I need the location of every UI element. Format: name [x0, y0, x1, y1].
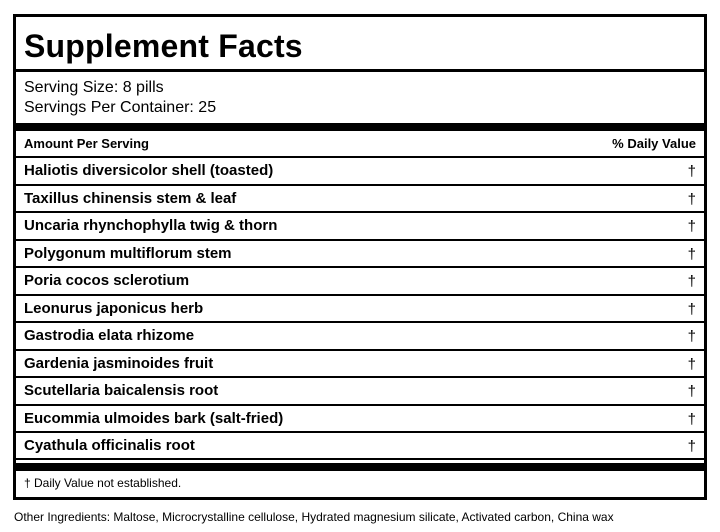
ingredient-dv: †	[687, 300, 696, 318]
ingredient-dv: †	[687, 410, 696, 428]
ingredient-row	[16, 321, 704, 349]
ingredient-row	[16, 376, 704, 404]
ingredient-name: Polygonum multiflorum stem	[24, 244, 232, 262]
ingredient-name: Gastrodia elata rhizome	[24, 327, 195, 344]
ingredient-dv: †	[687, 218, 696, 235]
thick-divider-bottom	[16, 463, 704, 471]
other-ingredients-text: Other Ingredients: Maltose, Microcrystalline cellulose, Hydrated magnesium silicate, Activated carbon, China wax	[14, 510, 614, 524]
ingredient-row	[16, 349, 704, 377]
ingredient-name: Leonurus japonicus herb	[24, 299, 204, 317]
ingredient-dv: †	[687, 438, 696, 455]
ingredient-name: Poria cocos sclerotium	[24, 272, 190, 289]
ingredient-name: Eucommia ulmoides bark (salt-fried)	[24, 409, 284, 427]
ingredient-name: Cyathula officinalis root	[24, 437, 195, 454]
servings-per-container: Servings Per Container: 25	[24, 99, 217, 116]
ingredient-dv: †	[687, 273, 696, 290]
ingredient-dv: †	[687, 163, 696, 180]
ingredient-name: Gardenia jasminoides fruit	[24, 354, 214, 372]
ingredient-name: Haliotis diversicolor shell (toasted)	[24, 162, 274, 179]
title-divider	[16, 69, 704, 72]
ingredient-dv: †	[687, 383, 696, 400]
ingredient-dv: †	[687, 328, 696, 345]
daily-value-footnote: † Daily Value not established.	[24, 476, 182, 490]
ingredient-row	[16, 239, 704, 267]
panel-title: Supplement Facts	[24, 28, 303, 64]
ingredient-row	[16, 266, 704, 294]
ingredient-dv: †	[687, 190, 696, 208]
bottom-thin-divider	[16, 458, 704, 460]
ingredient-name: Taxillus chinensis stem & leaf	[24, 189, 237, 207]
ingredient-dv: †	[687, 245, 696, 263]
ingredient-dv: †	[687, 355, 696, 373]
ingredient-row	[16, 156, 704, 184]
ingredient-row	[16, 431, 704, 459]
ingredient-row	[16, 211, 704, 239]
ingredient-name: Uncaria rhynchophylla twig & thorn	[24, 217, 278, 234]
thick-divider-top	[16, 123, 704, 131]
ingredient-row	[16, 404, 704, 432]
ingredient-row	[16, 294, 704, 322]
ingredient-name: Scutellaria baicalensis root	[24, 382, 219, 399]
serving-size: Serving Size: 8 pills	[24, 79, 164, 96]
daily-value-label: % Daily Value	[612, 136, 696, 151]
amount-per-serving-label: Amount Per Serving	[24, 136, 149, 151]
ingredient-row	[16, 184, 704, 212]
supplement-facts-panel	[13, 14, 707, 500]
ingredient-list	[16, 156, 704, 459]
amount-header-row	[16, 132, 704, 156]
